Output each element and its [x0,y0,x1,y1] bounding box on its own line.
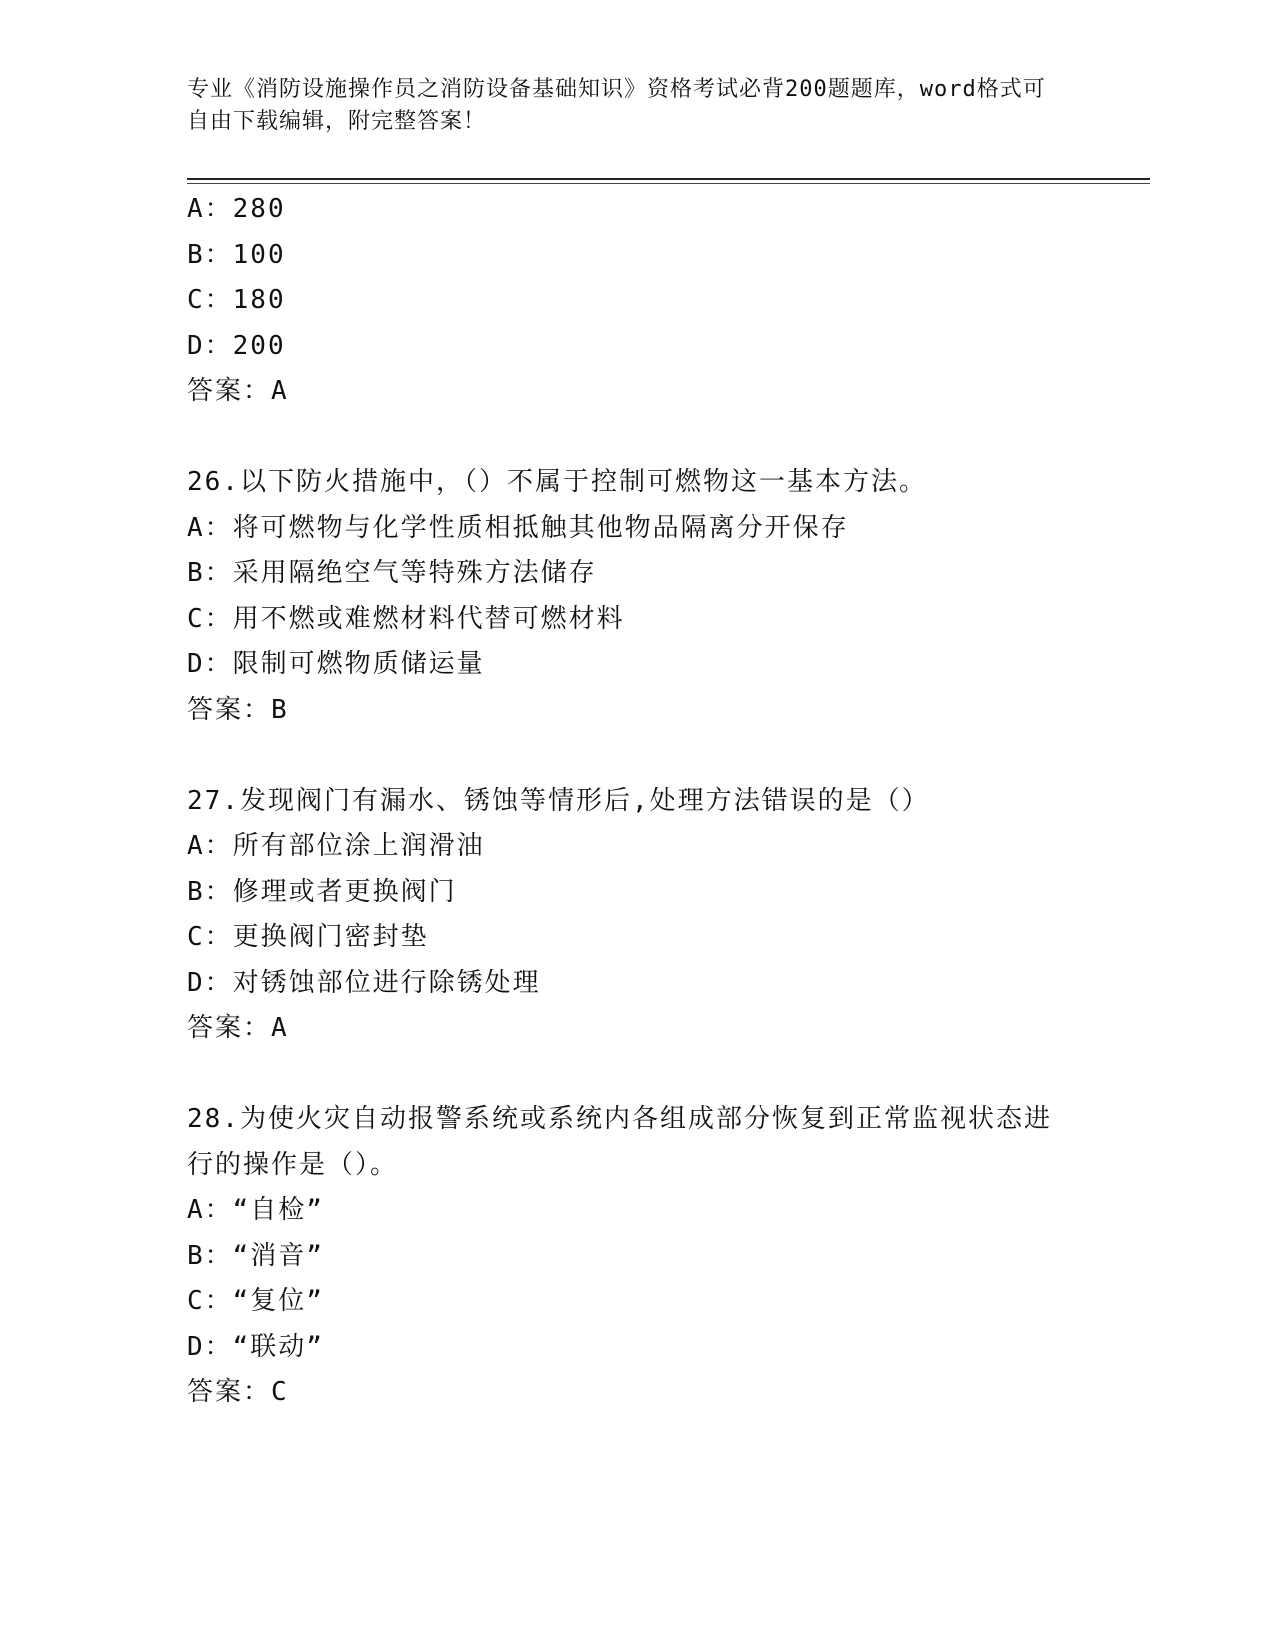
option-d: D：对锈蚀部位进行除锈处理 [187,967,541,998]
question-27-block [187,779,1087,1052]
spacer [187,1052,1087,1098]
answer-line: 答案：A [187,376,289,406]
question-stem: 28.为使火灾自动报警系统或系统内各组成部分恢复到正常监视状态进行的操作是（）。 [187,1104,1052,1180]
spacer [187,733,1087,779]
option-a: A：将可燃物与化学性质相抵触其他物品隔离分开保存 [187,512,849,543]
option-d: D：“联动” [187,1331,324,1362]
option-a: A：280 [187,194,286,224]
header-divider-thin [187,183,1150,184]
option-c: C：更换阀门密封垫 [187,922,429,952]
question-25-block [187,187,1087,415]
option-b: B：“消音” [187,1240,324,1271]
question-26-block [187,460,1087,733]
question-stem: 27.发现阀门有漏水、锈蚀等情形后,处理方法错误的是（） [187,785,930,816]
spacer [187,415,1087,461]
document-header: 专业《消防设施操作员之消防设备基础知识》资格考试必背200题题库，word格式可自由下载编辑，附完整答案！ [187,77,1046,134]
answer-line: 答案：A [187,1013,289,1043]
answer-line: 答案：C [187,1377,289,1407]
option-b: B：100 [187,239,286,270]
option-c: C：用不燃或难燃材料代替可燃材料 [187,603,625,634]
question-list [187,187,1087,1416]
option-b: B：采用隔绝空气等特殊方法储存 [187,558,597,588]
option-a: A：所有部位涂上润滑油 [187,831,485,861]
option-a: A：“自检” [187,1195,324,1225]
option-c: C：“复位” [187,1286,324,1316]
option-b: B：修理或者更换阀门 [187,876,457,907]
option-d: D：200 [187,330,286,361]
option-d: D：限制可燃物质储运量 [187,649,485,679]
answer-line: 答案：B [187,694,289,725]
option-c: C：180 [187,285,286,315]
header-divider-thick [187,178,1150,180]
question-28-block [187,1097,1087,1416]
question-stem: 26.以下防火措施中，（）不属于控制可燃物这一基本方法。 [187,467,927,497]
